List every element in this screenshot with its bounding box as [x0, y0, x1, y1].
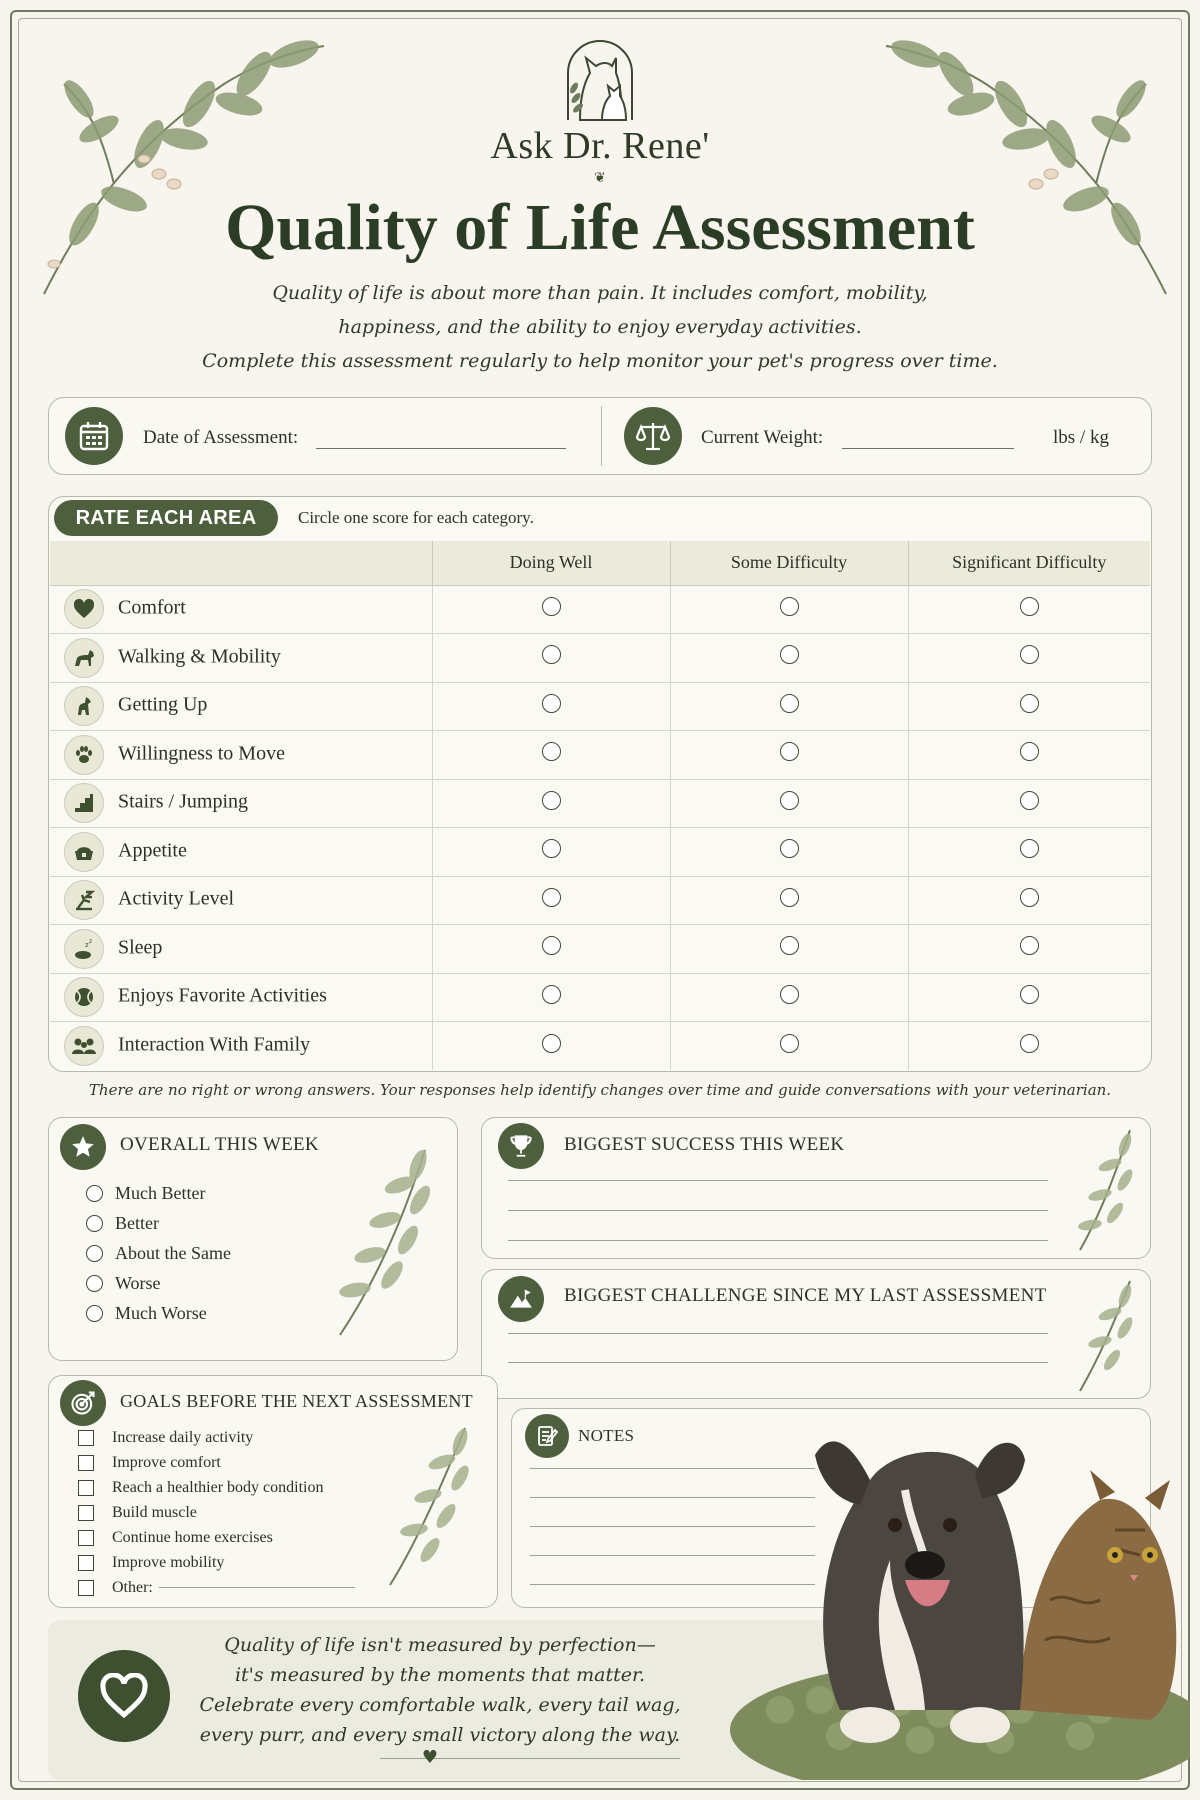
- radio-button[interactable]: [86, 1275, 103, 1292]
- category-cell: [50, 634, 432, 683]
- rating-cell[interactable]: [908, 682, 1150, 731]
- heart-icon: [64, 589, 104, 629]
- category-label: Stairs / Jumping: [118, 790, 249, 813]
- table-row: [50, 779, 1150, 828]
- rating-note: There are no right or wrong answers. Your responses help identify changes over time and guide conversations with your veterinarian.: [88, 1081, 1112, 1099]
- goal-label: Reach a healthier body condition: [112, 1478, 324, 1496]
- intro-line: Complete this assessment regularly to help monitor your pet's progress over time.: [202, 350, 998, 372]
- quote-line: Celebrate every comfortable walk, every tail wag,: [199, 1694, 681, 1716]
- category-cell: [50, 731, 432, 780]
- date-label: Date of Assessment:: [143, 427, 299, 448]
- info-divider: [601, 406, 602, 466]
- radio-significant-difficulty[interactable]: [1020, 597, 1039, 616]
- radio-some-difficulty[interactable]: [780, 645, 799, 664]
- calendar-icon: [65, 407, 123, 465]
- checkbox[interactable]: [78, 1480, 94, 1496]
- radio-significant-difficulty[interactable]: [1020, 645, 1039, 664]
- rating-header-row: [50, 541, 1150, 585]
- radio-button[interactable]: [86, 1185, 103, 1202]
- scale-icon: [624, 407, 682, 465]
- category-cell: [50, 682, 432, 731]
- rating-cell[interactable]: [670, 925, 908, 974]
- rating-cell[interactable]: [908, 1022, 1150, 1071]
- option-much-worse[interactable]: [86, 1298, 346, 1328]
- success-title: BIGGEST SUCCESS THIS WEEK: [564, 1134, 845, 1155]
- radio-doing-well[interactable]: [542, 936, 561, 955]
- radio-some-difficulty[interactable]: [780, 936, 799, 955]
- intro-line: happiness, and the ability to enjoy everyday activities.: [338, 316, 862, 338]
- radio-some-difficulty[interactable]: [780, 985, 799, 1004]
- closing-quote: [160, 1630, 720, 1750]
- quote-line: it's measured by the moments that matter.: [234, 1664, 646, 1686]
- success-line[interactable]: [508, 1180, 1048, 1181]
- challenge-line[interactable]: [508, 1333, 1048, 1334]
- svg-text:z: z: [85, 940, 89, 949]
- radio-doing-well[interactable]: [542, 742, 561, 761]
- paw-icon: [64, 735, 104, 775]
- radio-some-difficulty[interactable]: [780, 791, 799, 810]
- category-cell: [50, 779, 432, 828]
- category-cell: [50, 876, 432, 925]
- radio-some-difficulty[interactable]: [780, 888, 799, 907]
- svg-text:z: z: [89, 937, 93, 945]
- quote-line: every purr, and every small victory along the way.: [199, 1724, 681, 1746]
- rating-cell[interactable]: [670, 876, 908, 925]
- goal-item[interactable]: [78, 1475, 418, 1500]
- radio-doing-well[interactable]: [542, 791, 561, 810]
- radio-some-difficulty[interactable]: [780, 839, 799, 858]
- goal-label: Increase daily activity: [112, 1428, 254, 1446]
- category-cell: [50, 973, 432, 1022]
- leaf-sprig-icon: [330, 1140, 440, 1340]
- rating-cell[interactable]: [670, 779, 908, 828]
- option-much-better[interactable]: [86, 1178, 346, 1208]
- table-row: [50, 925, 1150, 974]
- goal-label: Improve comfort: [112, 1453, 221, 1471]
- goal-item[interactable]: [78, 1550, 418, 1575]
- category-label: Willingness to Move: [118, 742, 285, 765]
- weight-unit: lbs / kg: [1053, 427, 1109, 448]
- target-icon: [60, 1380, 106, 1426]
- challenge-line[interactable]: [508, 1362, 1048, 1363]
- option-label: Much Worse: [115, 1302, 207, 1323]
- date-field[interactable]: [316, 448, 566, 449]
- rating-cell[interactable]: [908, 634, 1150, 683]
- radio-some-difficulty[interactable]: [780, 597, 799, 616]
- checkbox[interactable]: [78, 1555, 94, 1571]
- rate-each-area-badge: RATE EACH AREA: [54, 500, 278, 536]
- brand-name: Ask Dr. Rene': [490, 125, 710, 167]
- challenge-title: BIGGEST CHALLENGE SINCE MY LAST ASSESSMENT: [564, 1285, 1047, 1306]
- quote-line: Quality of life isn't measured by perfection—: [224, 1634, 656, 1656]
- radio-doing-well[interactable]: [542, 985, 561, 1004]
- radio-significant-difficulty[interactable]: [1020, 888, 1039, 907]
- star-icon: [60, 1124, 106, 1170]
- option-label: About the Same: [115, 1242, 231, 1263]
- goal-item[interactable]: [78, 1500, 418, 1525]
- radio-significant-difficulty[interactable]: [1020, 1034, 1039, 1053]
- rating-cell[interactable]: [670, 1022, 908, 1071]
- heart-badge-icon: [78, 1650, 170, 1742]
- page-title: Quality of Life Assessment: [225, 191, 975, 264]
- category-label: Walking & Mobility: [118, 645, 281, 668]
- goal-label: Continue home exercises: [112, 1528, 273, 1546]
- rating-cell[interactable]: [908, 973, 1150, 1022]
- table-row: [50, 876, 1150, 925]
- rating-cell[interactable]: [670, 682, 908, 731]
- goal-item[interactable]: [78, 1425, 418, 1450]
- rating-cell[interactable]: [432, 828, 670, 877]
- success-line[interactable]: [508, 1240, 1048, 1241]
- overall-title: OVERALL THIS WEEK: [120, 1134, 319, 1155]
- category-label: Activity Level: [118, 887, 235, 910]
- radio-significant-difficulty[interactable]: [1020, 694, 1039, 713]
- rating-cell[interactable]: [670, 634, 908, 683]
- table-row: [50, 682, 1150, 731]
- option-about-the-same[interactable]: [86, 1238, 346, 1268]
- trophy-icon: [498, 1123, 544, 1169]
- table-row: [50, 973, 1150, 1022]
- checkbox[interactable]: [78, 1505, 94, 1521]
- radio-significant-difficulty[interactable]: [1020, 742, 1039, 761]
- goal-item[interactable]: [78, 1450, 418, 1475]
- radio-some-difficulty[interactable]: [780, 694, 799, 713]
- logo-dog-cat-icon: [550, 28, 650, 128]
- rating-cell[interactable]: [432, 634, 670, 683]
- brand-leaf-icon: ❦: [594, 171, 606, 186]
- overall-options: [86, 1178, 346, 1328]
- intro-line: Quality of life is about more than pain. It includes comfort, mobility,: [272, 282, 928, 304]
- table-row: [50, 585, 1150, 634]
- goals-list: [78, 1425, 418, 1600]
- column-header-doing-well: Doing Well: [432, 541, 670, 585]
- category-label: Sleep: [118, 936, 163, 959]
- category-label: Interaction With Family: [118, 1033, 311, 1056]
- table-row: [50, 1022, 1150, 1071]
- dog-sitting-icon: [64, 686, 104, 726]
- radio-significant-difficulty[interactable]: [1020, 791, 1039, 810]
- radio-button[interactable]: [86, 1215, 103, 1232]
- goal-label: Improve mobility: [112, 1553, 225, 1571]
- table-row: [50, 731, 1150, 780]
- radio-significant-difficulty[interactable]: [1020, 839, 1039, 858]
- notes-title: NOTES: [578, 1426, 635, 1445]
- checkbox[interactable]: [78, 1455, 94, 1471]
- column-header-significant-difficulty: Significant Difficulty: [908, 541, 1150, 585]
- radio-doing-well[interactable]: [542, 694, 561, 713]
- checkbox[interactable]: [78, 1430, 94, 1446]
- category-cell: [50, 1022, 432, 1071]
- family-icon: [64, 1026, 104, 1066]
- category-cell: [50, 925, 432, 974]
- weight-label: Current Weight:: [701, 427, 824, 448]
- radio-doing-well[interactable]: [542, 597, 561, 616]
- category-column-header: [50, 541, 432, 585]
- rating-cell[interactable]: [670, 973, 908, 1022]
- category-label: Enjoys Favorite Activities: [118, 984, 327, 1007]
- option-worse[interactable]: [86, 1268, 346, 1298]
- category-cell: [50, 585, 432, 634]
- success-line[interactable]: [508, 1210, 1048, 1211]
- checkbox[interactable]: [78, 1580, 94, 1596]
- radio-some-difficulty[interactable]: [780, 742, 799, 761]
- radio-button[interactable]: [86, 1305, 103, 1322]
- sleep-icon: [64, 929, 104, 969]
- column-header-some-difficulty: Some Difficulty: [670, 541, 908, 585]
- radio-doing-well[interactable]: [542, 888, 561, 907]
- small-heart-icon: ♥: [421, 1747, 439, 1768]
- goal-item-other[interactable]: [78, 1575, 418, 1600]
- goal-label: Build muscle: [112, 1503, 197, 1521]
- radio-significant-difficulty[interactable]: [1020, 936, 1039, 955]
- notepad-icon: [525, 1414, 569, 1458]
- intro-text: [150, 276, 1050, 378]
- rating-instruction: Circle one score for each category.: [298, 508, 534, 527]
- radio-doing-well[interactable]: [542, 645, 561, 664]
- rating-cell[interactable]: [908, 925, 1150, 974]
- rating-cell[interactable]: [670, 828, 908, 877]
- category-label: Comfort: [118, 596, 186, 619]
- rating-cell[interactable]: [432, 585, 670, 634]
- leaf-sprig-icon: [1070, 1125, 1140, 1255]
- goal-item[interactable]: [78, 1525, 418, 1550]
- dog-and-cat-illustration: [720, 1380, 1190, 1780]
- ball-icon: [64, 977, 104, 1017]
- rating-cell[interactable]: [432, 779, 670, 828]
- rating-cell[interactable]: [908, 828, 1150, 877]
- rating-cell[interactable]: [432, 731, 670, 780]
- walking-dog-icon: [64, 638, 104, 678]
- rating-cell[interactable]: [670, 731, 908, 780]
- rating-cell[interactable]: [432, 1022, 670, 1071]
- option-label: Much Better: [115, 1182, 206, 1203]
- stairs-icon: [64, 783, 104, 823]
- table-row: [50, 634, 1150, 683]
- activity-icon: [64, 880, 104, 920]
- rating-cell[interactable]: [670, 585, 908, 634]
- radio-button[interactable]: [86, 1245, 103, 1262]
- option-label: Worse: [115, 1272, 161, 1293]
- radio-doing-well[interactable]: [542, 1034, 561, 1053]
- rating-cell[interactable]: [908, 731, 1150, 780]
- rating-cell[interactable]: [432, 973, 670, 1022]
- other-field[interactable]: [159, 1587, 355, 1588]
- checkbox[interactable]: [78, 1530, 94, 1546]
- option-label: Better: [115, 1212, 159, 1233]
- mountain-icon: [498, 1276, 544, 1322]
- option-better[interactable]: [86, 1208, 346, 1238]
- table-row: [50, 828, 1150, 877]
- weight-field[interactable]: [842, 448, 1014, 449]
- category-cell: [50, 828, 432, 877]
- radio-doing-well[interactable]: [542, 839, 561, 858]
- rating-cell[interactable]: [432, 682, 670, 731]
- food-bowl-icon: [64, 832, 104, 872]
- radio-some-difficulty[interactable]: [780, 1034, 799, 1053]
- rating-cell[interactable]: [908, 779, 1150, 828]
- leaf-sprig-icon: [1070, 1276, 1140, 1396]
- rating-cell[interactable]: [908, 876, 1150, 925]
- rating-cell[interactable]: [432, 876, 670, 925]
- category-label: Getting Up: [118, 693, 208, 716]
- leaf-sprig-icon: [380, 1420, 480, 1590]
- rating-cell[interactable]: [432, 925, 670, 974]
- goals-title: GOALS BEFORE THE NEXT ASSESSMENT: [120, 1391, 473, 1411]
- goal-label: Other:: [112, 1578, 153, 1596]
- rating-cell[interactable]: [908, 585, 1150, 634]
- category-label: Appetite: [118, 839, 187, 862]
- rating-table: [50, 541, 1150, 1070]
- radio-significant-difficulty[interactable]: [1020, 985, 1039, 1004]
